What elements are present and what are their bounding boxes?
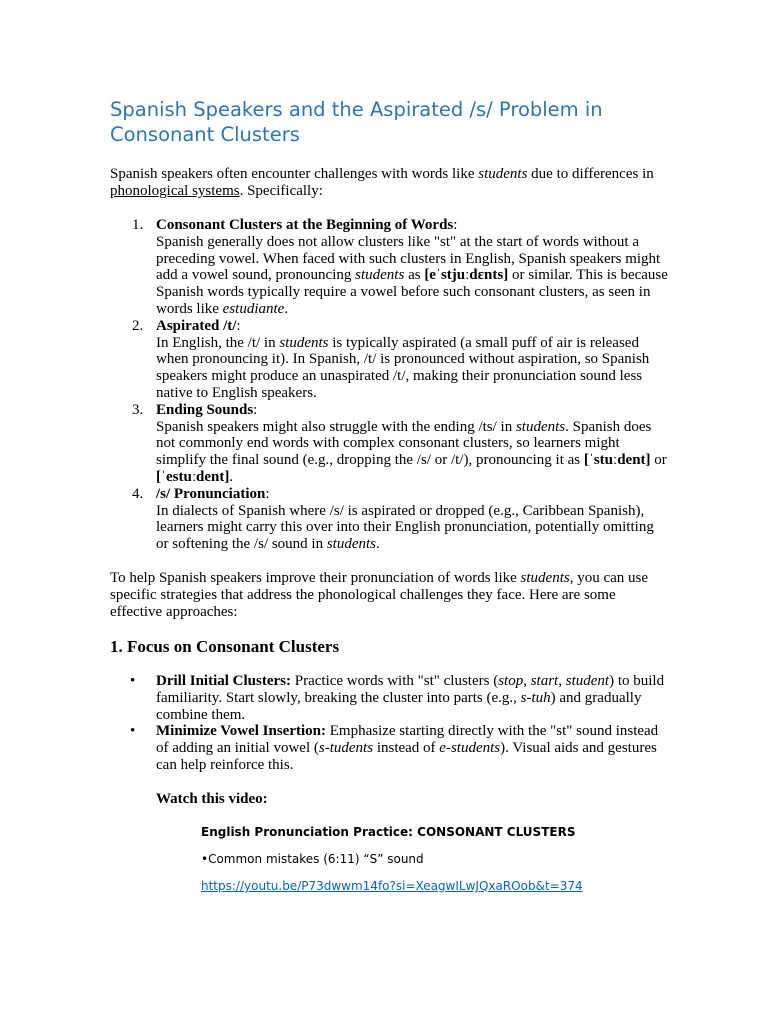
intro-paragraph: Spanish speakers often encounter challenges with words like students due to differences in phonological systems. Specifically: xyxy=(110,166,654,199)
phonological-systems-link: phonological systems xyxy=(110,183,240,199)
list-item: 3. Ending Sounds: Spanish speakers might also struggle with the ending /ts/ in students. Spanish does not commonly end words with complex consonant clusters, so learners might simplify the final sound (e.g., dropping the /s/ or /t/), pronouncing it as [ˈstuːdent] or [ˈestuːdent]. xyxy=(132,401,667,485)
strategies-list xyxy=(110,673,670,774)
strategies-intro-paragraph: To help Spanish speakers improve their pronunciation of words like students, you can use specific strategies that address the phonological challenges they face. Here are some effective approaches: xyxy=(110,570,649,620)
video-title: English Pronunciation Practice: CONSONANT CLUSTERS xyxy=(201,825,576,839)
list-item: 1. Consonant Clusters at the Beginning of Words: Spanish generally does not allow clusters like "st" at the start of words without a preceding vowel. When faced with such clusters in English, Spanish speakers might add a vowel sound, pronouncing students as [eˈstjuːdɛnts] or similar. This is because Spanish words typically require a vowel before such consonant clusters, as seen in words like estudiante. xyxy=(132,217,668,317)
video-note: •Common mistakes (6:11) “S” sound xyxy=(201,852,424,866)
page-title: Spanish Speakers and the Aspirated /s/ Problem in Consonant Clusters xyxy=(110,98,603,146)
bullet-icon: • xyxy=(130,673,136,689)
video-link[interactable]: https://youtu.be/P73dwwm14fo?si=XeagwILwJQxaROob&t=374 xyxy=(201,879,583,893)
watch-video-label: Watch this video: xyxy=(156,791,268,807)
bullet-icon: • xyxy=(130,723,136,740)
list-item: 4. /s/ Pronunciation: In dialects of Spanish where /s/ is aspirated or dropped (e.g., Caribbean Spanish), learners might carry this over into their English pronunciation, potentially omitting or softening the /s/ sound in students. xyxy=(132,485,654,553)
list-item: 2. Aspirated /t/: In English, the /t/ in students is typically aspirated (a small puff of air is released when pronouncing it). In Spanish, /t/ is pronounced without aspiration, so Spanish speakers might produce an unaspirated /t/, making their pronunciation sound less native to English speakers. xyxy=(132,317,650,401)
problems-list xyxy=(110,217,670,553)
section-heading: 1. Focus on Consonant Clusters xyxy=(110,637,340,656)
list-item: • Minimize Vowel Insertion: Emphasize starting directly with the "st" sound instead of adding an initial vowel (s-tudents instead of e-students). Visual aids and gestures can help reinforce this. xyxy=(130,723,659,773)
list-item: • Drill Initial Clusters: Practice words with "st" clusters (stop, start, student) to build familiarity. Start slowly, breaking the cluster into parts (e.g., s-tuh) and gradually combine them. xyxy=(130,673,665,723)
